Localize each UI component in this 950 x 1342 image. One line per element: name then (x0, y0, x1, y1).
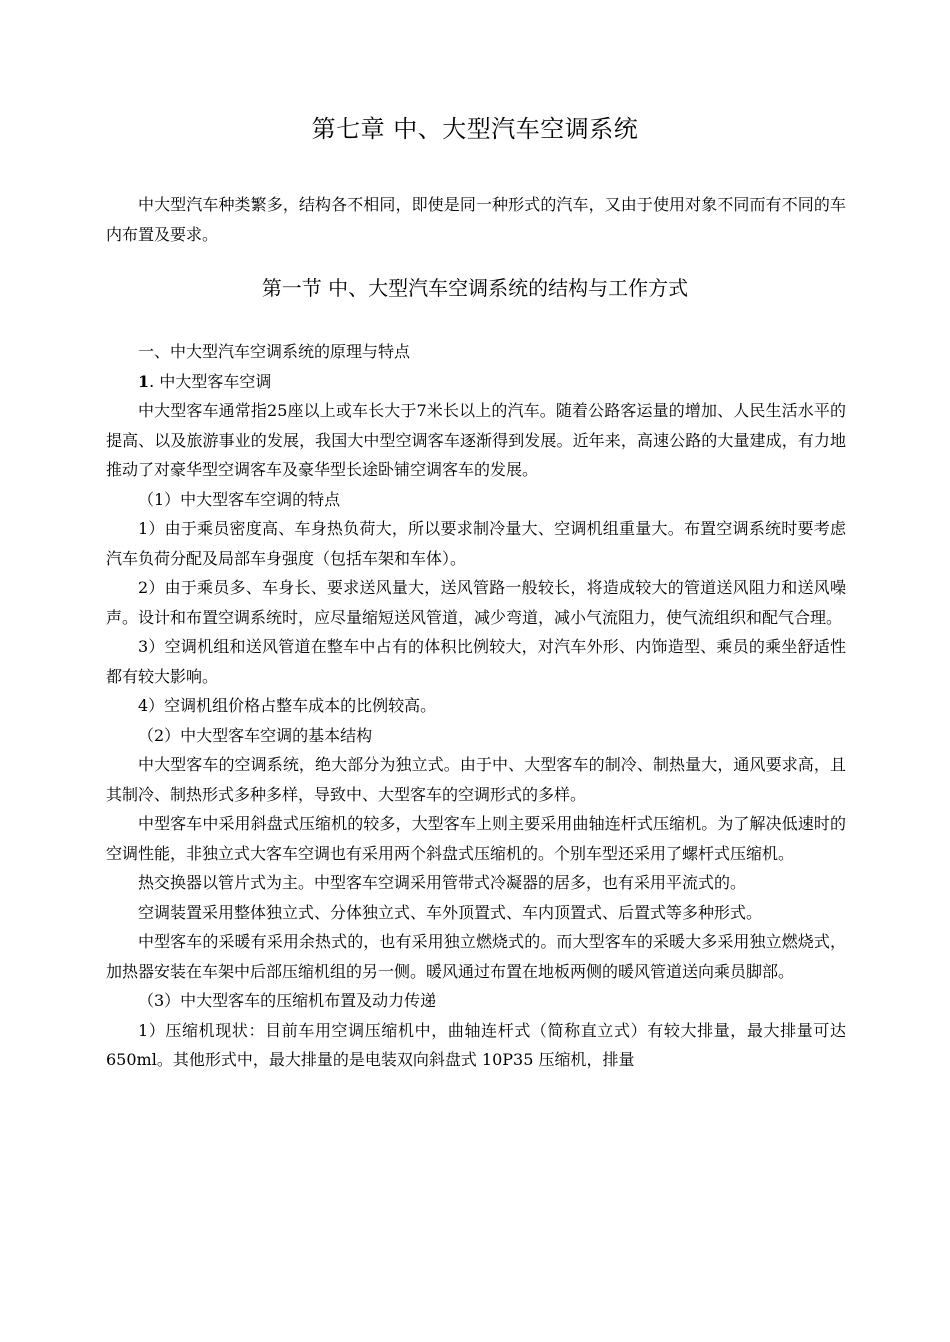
body-block (106, 337, 846, 1075)
sub-heading: （1）中大型客车空调的特点 (138, 489, 341, 509)
paragraph: 4）空调机组价格占整车成本的比例较高。 (138, 696, 437, 715)
paragraph: 2）由于乘员多、车身长、要求送风量大，送风管路一般较长，将造成较大的管道送风阻力和送风噪声。设计和布置空调系统时，应尽量缩短送风管道，减少弯道，减小气流阻力，使气流组织和配气合理。 (106, 578, 846, 627)
item-number: 1 (138, 371, 150, 391)
sub-heading: （2）中大型客车空调的基本结构 (138, 725, 373, 745)
item-text: . 中大型客车空调 (149, 371, 272, 391)
paragraph: 中大型客车通常指25座以上或车长大于7米长以上的汽车。随着公路客运量的增加、人民生活水平的提高、以及旅游事业的发展，我国大中型空调客车逐渐得到发展。近年来，高速公路的大量建成，有力地推动了对豪华型空调客车及豪华型长途卧铺空调客车的发展。 (106, 401, 846, 479)
paragraph: 中大型客车的空调系统，绝大部分为独立式。由于中、大型客车的制冷、制热量大，通风要求高，且其制冷、制热形式多种多样，导致中、大型客车的空调形式的多样。 (106, 755, 846, 804)
paragraph: 中型客车的采暖有采用余热式的，也有采用独立燃烧式的。而大型客车的采暖大多采用独立燃烧式，加热器安装在车架中后部压缩机组的另一侧。暖风通过布置在地板两侧的暖风管道送向乘员脚部。 (106, 932, 846, 981)
section-title: 第一节 中、大型汽车空调系统的结构与工作方式 (261, 276, 689, 300)
paragraph: 中型客车中采用斜盘式压缩机的较多，大型客车上则主要采用曲轴连杆式压缩机。为了解决低速时的空调性能，非独立式大客车空调也有采用两个斜盘式压缩机的。个别车型还采用了螺杆式压缩机。 (106, 814, 846, 863)
paragraph: 1）由于乘员密度高、车身热负荷大，所以要求制冷量大、空调机组重量大。布置空调系统时要考虑汽车负荷分配及局部车身强度（包括车架和车体）。 (106, 519, 846, 568)
chapter-title: 第七章 中、大型汽车空调系统 (311, 115, 639, 143)
paragraph: 1）压缩机现状：目前车用空调压缩机中，曲轴连杆式（简称直立式）有较大排量，最大排量可达 650ml。其他形式中，最大排量的是电装双向斜盘式 10P35 压缩机，排量 (106, 1020, 846, 1069)
paragraph: 3）空调机组和送风管道在整车中占有的体积比例较大，对汽车外形、内饰造型、乘员的乘坐舒适性都有较大影响。 (106, 637, 846, 686)
paragraph: 空调装置采用整体独立式、分体独立式、车外顶置式、车内顶置式、后置式等多种形式。 (138, 902, 763, 922)
intro-paragraph: 中大型汽车种类繁多，结构各不相同，即使是同一种形式的汽车，又由于使用对象不同而有不同的车内布置及要求。 (106, 195, 846, 244)
subsection-heading: 一、中大型汽车空调系统的原理与特点 (138, 342, 411, 361)
item-heading (106, 367, 846, 397)
paragraph: 热交换器以管片式为主。中型客车空调采用管带式冷凝器的居多，也有采用平流式的。 (138, 873, 747, 892)
intro-block (106, 190, 846, 249)
sub-heading: （3）中大型客车的压缩机布置及动力传递 (138, 991, 437, 1010)
